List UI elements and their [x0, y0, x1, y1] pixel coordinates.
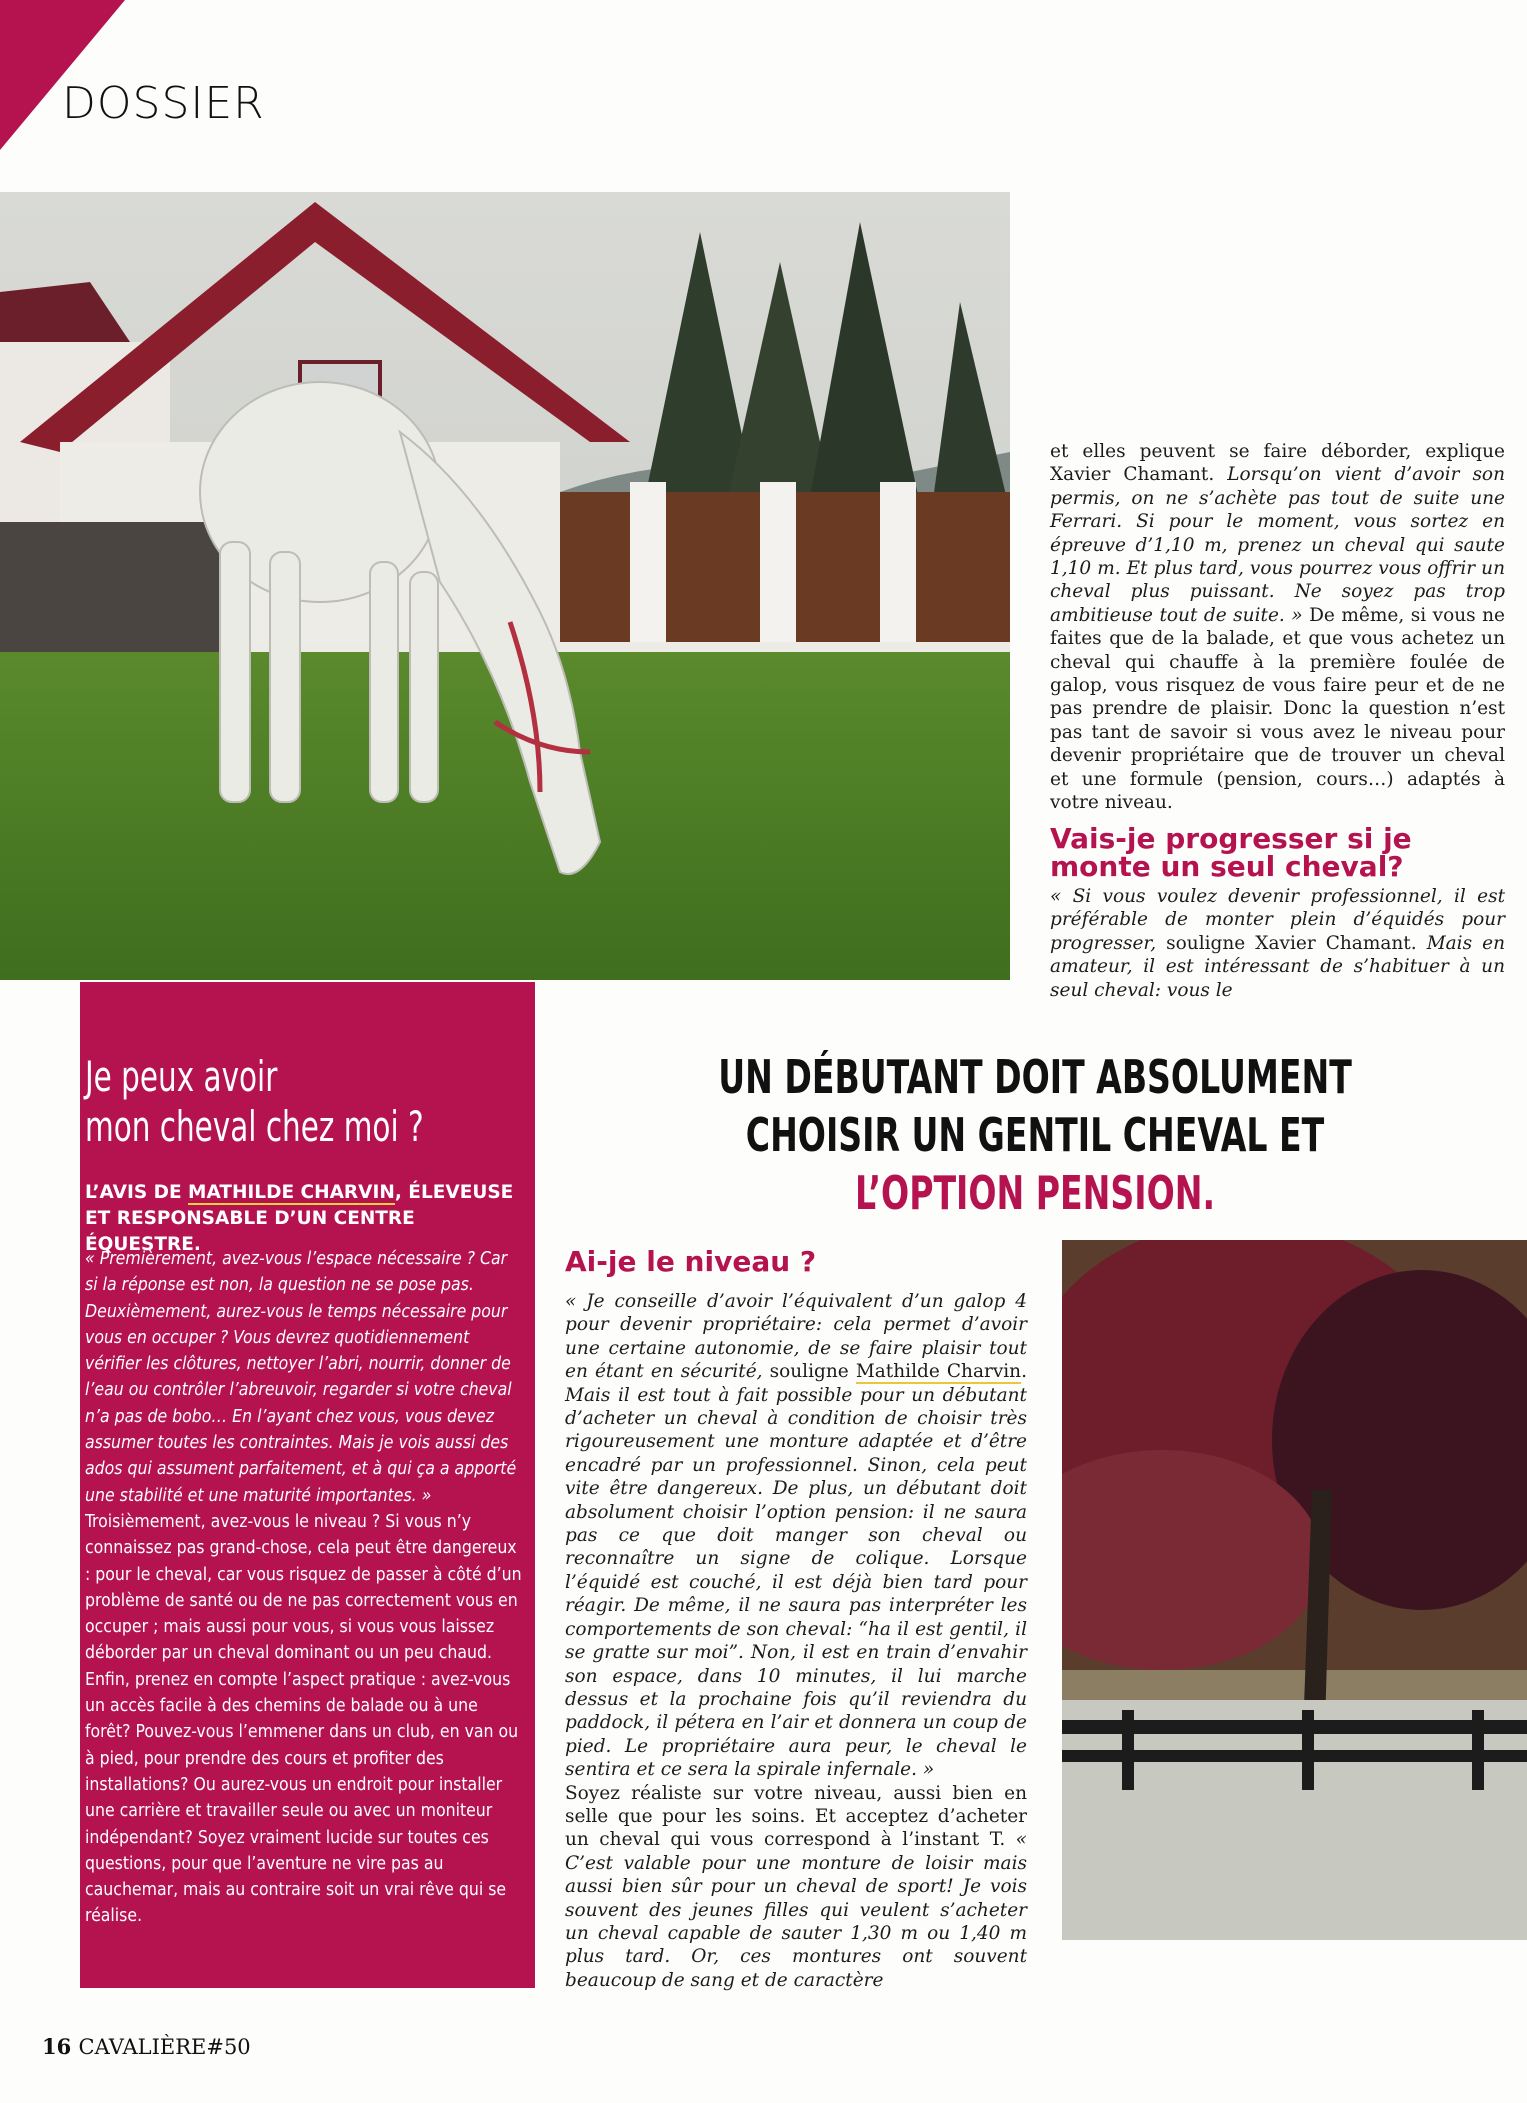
middle-column-text: « Je conseille d’avoir l’équivalent d’un galop 4 pour devenir propriétaire: cela permet d’avoir une certaine autonomie, de se faire plaisir tout en étant en sécurité, souligne Mathilde Charvin. Mais il est tout à fait possible pour un débutant d’acheter un cheval à condition de choisir très rigoureusement une monture adaptée et d’être encadré par un professionnel. Sinon, cela peut vite être dangereux. De plus, un débutant doit absolument choisir l’option pension: il ne saura pas ce que doit manger son cheval ou reconnaître un signe de colique. Lorsque l’équidé est couché, il est déjà bien tard pour réagir. De même, il ne saura pas interpréter les comportements de son cheval: “ha il est gentil, il se gratte sur moi”. Non, il est en train d’envahir son espace, dans 10 minutes, il lui marche dessus et la prochaine fois qu’il reviendra du paddock, il pétera en l’air et donnera un coup de pied. Le propriétaire aura peur, le cheval le sentira et ce sera la spirale infernale. » Soyez réaliste sur votre niveau, aussi bien en selle que pour les soins. Et acceptez d’acheter un cheval qui vous correspond à l’instant T. « C’est valable pour une monture de loisir mais aussi bien sûr pour un cheval de sport! Je vois souvent des jeunes filles qui veulent s’acheter un cheval capable de sauter 1,30 m ou 1,40 m plus tard. Or, ces montures ont souvent beaucoup de sang et de caractère	[565, 1291, 1027, 1991]
tree-photo	[1062, 1240, 1527, 1940]
horse-photo	[0, 192, 1010, 980]
magazine-name: CAVALIÈRE#50	[78, 2035, 251, 2059]
right-column-paragraph: et elles peuvent se faire déborder, explique Xavier Chamant. Lorsqu’on vient d’avoir son permis, on ne s’achète pas tout de suite une Ferrari. Si pour le moment, vous sortez en épreuve d’1,10 m, prenez un cheval qui saute 1,10 m. Et plus tard, vous pourrez vous offrir un cheval plus puissant. Ne soyez pas trop ambitieuse tout de suite. » De même, si vous ne faites que de la balade, et que vous achetez un cheval qui chauffe à la première foulée de galop, vous risquez de vous faire peur et de ne pas prendre de plaisir. Donc la question n’est pas tant de savoir si vous avez le niveau pour devenir propriétaire que de trouver un cheval et une formule (pension, cours…) adaptés à votre niveau.	[1050, 441, 1505, 814]
expert-name: MATHILDE CHARVIN	[188, 1182, 395, 1203]
sidebar-lead: L’AVIS DE MATHILDE CHARVIN, ÉLEVEUSE ET RESPONSABLE D’UN CENTRE ÉQUESTRE.	[85, 1182, 514, 1255]
expert-name-inline: Mathilde Charvin	[855, 1361, 1022, 1383]
page-number: 16	[42, 2034, 72, 2059]
right-column-paragraph-2: « Si vous voulez devenir professionnel, il est préférable de monter plein d’équidés pour progresser, souligne Xavier Chamant. Mais en amateur, il est intéressant de s’habituer à un seul cheval: vous le	[1050, 886, 1505, 1001]
heading-level: Ai-je le niveau ?	[565, 1245, 817, 1278]
heading-progress: Vais-je progresser si je monte un seul cheval?	[1050, 822, 1412, 883]
page-footer	[42, 2034, 251, 2059]
section-title: DOSSIER	[62, 78, 265, 129]
pull-quote: UN DÉBUTANT DOIT ABSOLUMENT CHOISIR UN GENTIL CHEVAL ET L’OPTION PENSION.	[718, 1050, 1352, 1220]
sidebar-text: « Premièrement, avez-vous l’espace nécessaire ? Car si la réponse est non, la question ne se pose pas. Deuxièmement, aurez-vous le temps nécessaire pour vous en occuper ? Vous devrez quotidiennement vérifier les clôtures, nettoyer l’abri, nourrir, donner de l’eau ou contrôler l’abreuvoir, regarder si votre cheval n’a pas de bobo… En l’ayant chez vous, vous devez assumer toutes les contraintes. Mais je vois aussi des ados qui assument parfaitement, et à qui ça a apporté une stabilité et une maturité importantes. » Troisièmement, avez-vous le niveau ? Si vous n’y connaissez pas grand-chose, cela peut être dangereux : pour le cheval, car vous risquez de passer à côté d’un problème de santé ou de ne pas correctement vous en occuper ; mais aussi pour vous, si vous vous laissez déborder par un cheval dominant ou un peu chaud. Enfin, prenez en compte l’aspect pratique : avez-vous un accès facile à des chemins de balade ou à une forêt? Pouvez-vous l’emmener dans un club, en van ou à pied, pour prendre des cours et profiter des installations? Ou aurez-vous un endroit pour installer une carrière et travailler seule ou avec un moniteur indépendant? Soyez vraiment lucide sur toutes ces questions, pour que l’aventure ne vire pas au cauchemar, mais au contraire soit un vrai rêve qui se réalise.	[85, 1249, 522, 1927]
sidebar-title: Je peux avoir mon cheval chez moi ?	[85, 1052, 424, 1151]
